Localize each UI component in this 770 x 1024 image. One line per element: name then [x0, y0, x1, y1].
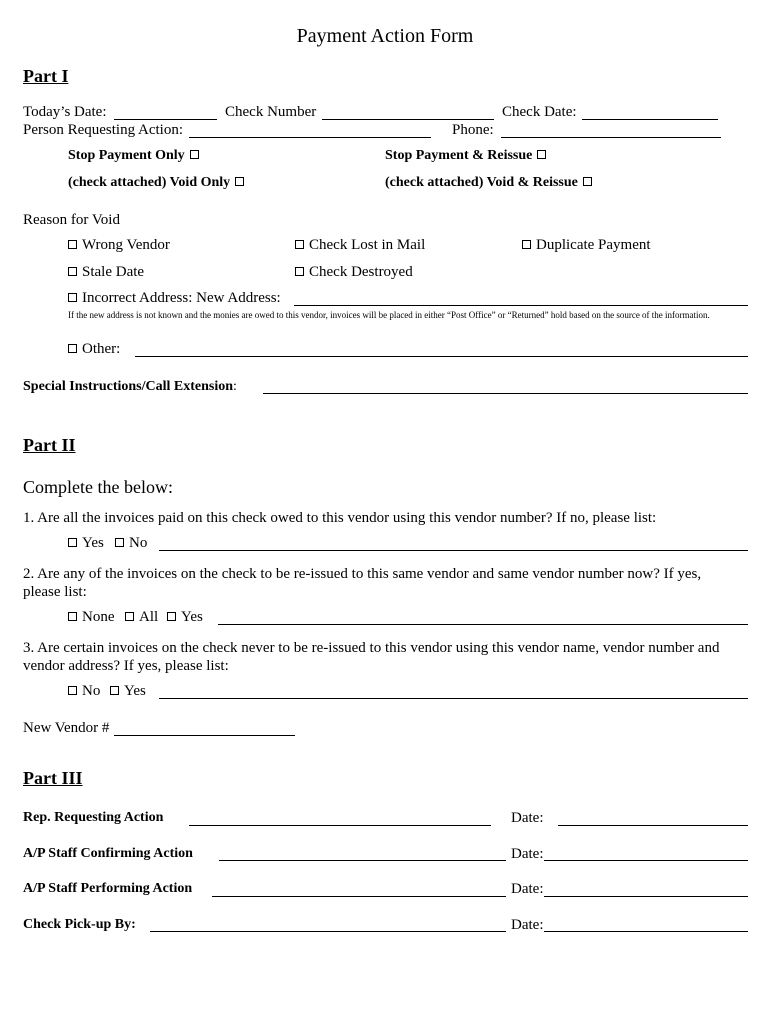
question-2-line-2: please list: — [23, 584, 87, 600]
new-vendor-label: New Vendor # — [23, 720, 110, 736]
ap-confirming-label: A/P Staff Confirming Action — [23, 846, 193, 861]
checkbox-icon[interactable] — [68, 538, 77, 547]
stop-payment-only-label: Stop Payment Only — [68, 148, 185, 163]
ap-confirming-date-field[interactable] — [544, 860, 748, 861]
rep-requesting-date-field[interactable] — [558, 825, 748, 826]
q3-no-option[interactable] — [68, 683, 100, 700]
reason-label: Check Destroyed — [309, 264, 413, 280]
rep-requesting-label: Rep. Requesting Action — [23, 810, 164, 825]
option-label: Yes — [181, 609, 203, 625]
reason-label: Wrong Vendor — [82, 237, 170, 253]
part-3-heading: Part III — [23, 768, 83, 788]
void-reissue-option[interactable] — [385, 175, 592, 191]
reason-other[interactable] — [68, 341, 120, 358]
reason-label: Check Lost in Mail — [309, 237, 426, 253]
question-1: 1. Are all the invoices paid on this check owed to this vendor using this vendor number? If no, please list: — [23, 510, 657, 526]
checkbox-icon[interactable] — [115, 538, 124, 547]
option-label: Yes — [124, 683, 146, 699]
reason-wrong-vendor[interactable] — [68, 237, 170, 254]
checkbox-icon[interactable] — [68, 344, 77, 353]
phone-label: Phone: — [452, 122, 494, 138]
date-label: Date: — [511, 917, 544, 933]
ap-performing-label: A/P Staff Performing Action — [23, 881, 193, 896]
checkbox-icon[interactable] — [295, 240, 304, 249]
ap-confirming-signature-field[interactable] — [219, 860, 506, 861]
ap-performing-date-field[interactable] — [544, 896, 748, 897]
question-2-line-1: 2. Are any of the invoices on the check to be re-issued to this same vendor and same vendor number now? If yes, — [23, 566, 702, 582]
option-label: No — [82, 683, 101, 699]
checkbox-icon[interactable] — [68, 612, 77, 621]
reason-check-destroyed[interactable] — [295, 264, 413, 281]
checkbox-icon[interactable] — [110, 686, 119, 695]
date-label: Date: — [511, 810, 544, 826]
void-reissue-label: (check attached) Void & Reissue — [385, 175, 578, 190]
question-3-line-1: 3. Are certain invoices on the check never to be re-issued to this vendor using this vendor name, vendor number and — [23, 640, 720, 656]
part-2-heading: Part II — [23, 435, 76, 455]
reason-label: Duplicate Payment — [536, 237, 651, 253]
checkbox-icon[interactable] — [68, 240, 77, 249]
q1-no-option[interactable] — [115, 535, 147, 552]
part-1-heading: Part I — [23, 66, 69, 86]
q2-none-option[interactable] — [68, 609, 115, 626]
checkbox-icon[interactable] — [125, 612, 134, 621]
page-title: Payment Action Form — [296, 25, 474, 47]
checkbox-icon[interactable] — [522, 240, 531, 249]
stop-payment-only-option[interactable] — [68, 148, 199, 164]
checkbox-icon[interactable] — [583, 177, 592, 186]
q3-yes-option[interactable] — [110, 683, 146, 700]
q2-yes-option[interactable] — [167, 609, 203, 626]
new-vendor-field[interactable] — [114, 735, 295, 736]
checkbox-icon[interactable] — [295, 267, 304, 276]
new-address-field[interactable] — [294, 305, 748, 306]
checkbox-icon[interactable] — [68, 293, 77, 302]
special-instructions-colon: : — [233, 379, 237, 394]
check-pickup-date-field[interactable] — [544, 931, 748, 932]
other-reason-field[interactable] — [135, 356, 748, 357]
checkbox-icon[interactable] — [190, 150, 199, 159]
q1-yes-option[interactable] — [68, 535, 104, 552]
option-label: Yes — [82, 535, 104, 551]
check-pickup-label: Check Pick-up By: — [23, 917, 136, 932]
checkbox-icon[interactable] — [68, 686, 77, 695]
reason-for-void-label: Reason for Void — [23, 212, 120, 228]
q2-list-field[interactable] — [218, 624, 748, 625]
checkbox-icon[interactable] — [235, 177, 244, 186]
reason-label: Other: — [82, 341, 121, 357]
phone-field[interactable] — [501, 137, 721, 138]
person-requesting-label: Person Requesting Action: — [23, 122, 183, 138]
option-label: No — [129, 535, 148, 551]
q1-list-field[interactable] — [159, 550, 748, 551]
checkbox-icon[interactable] — [167, 612, 176, 621]
void-only-label: (check attached) Void Only — [68, 175, 231, 190]
option-label: None — [82, 609, 115, 625]
reason-label: Stale Date — [82, 264, 145, 280]
ap-performing-signature-field[interactable] — [212, 896, 506, 897]
rep-requesting-signature-field[interactable] — [189, 825, 491, 826]
void-only-option[interactable] — [68, 175, 244, 191]
option-label: All — [139, 609, 159, 625]
check-number-field[interactable] — [322, 119, 494, 120]
reason-stale-date[interactable] — [68, 264, 144, 281]
todays-date-field[interactable] — [114, 119, 217, 120]
date-label: Date: — [511, 846, 544, 862]
part-2-intro: Complete the below: — [23, 477, 173, 497]
q2-all-option[interactable] — [125, 609, 158, 626]
check-date-field[interactable] — [582, 119, 718, 120]
stop-payment-reissue-option[interactable] — [385, 148, 546, 164]
checkbox-icon[interactable] — [68, 267, 77, 276]
special-instructions-label — [23, 379, 237, 395]
reason-label: Incorrect Address: New Address: — [82, 290, 281, 306]
q3-list-field[interactable] — [159, 698, 748, 699]
todays-date-label: Today’s Date: — [23, 104, 107, 120]
question-3-line-2: vendor address? If yes, please list: — [23, 658, 229, 674]
reason-incorrect-address[interactable] — [68, 290, 281, 307]
date-label: Date: — [511, 881, 544, 897]
check-pickup-signature-field[interactable] — [150, 931, 506, 932]
special-instructions-field[interactable] — [263, 393, 748, 394]
reason-duplicate-payment[interactable] — [522, 237, 651, 254]
stop-payment-reissue-label: Stop Payment & Reissue — [385, 148, 533, 163]
checkbox-icon[interactable] — [537, 150, 546, 159]
special-instructions-text: Special Instructions/Call Extension — [23, 379, 234, 394]
check-date-label: Check Date: — [502, 104, 577, 120]
reason-check-lost[interactable] — [295, 237, 425, 254]
check-number-label: Check Number — [225, 104, 317, 120]
address-note: If the new address is not known and the monies are owed to this vendor, invoices will be placed in either “Post Office” or “Returned” hold based on the source of the information. — [68, 310, 710, 320]
person-requesting-field[interactable] — [189, 137, 431, 138]
